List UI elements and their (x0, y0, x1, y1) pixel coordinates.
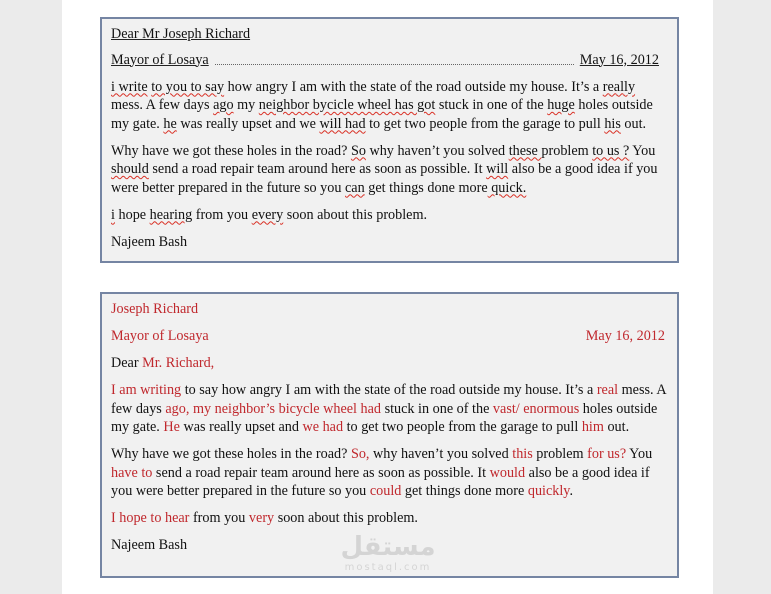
original-date: May 16, 2012 (579, 51, 659, 68)
original-paragraph-3: i hope hearing from you every soon about this problem. (111, 206, 428, 223)
corrected-name: Joseph Richard (111, 301, 199, 317)
corrected-title: Mayor of Losaya (111, 328, 209, 344)
original-signature: Najeem Bash (111, 233, 188, 250)
original-paragraph-2: Why have we got these holes in the road? So why haven’t you solved these problem to us ? You should send a road repair team around here as soon as possible. It will also be a good idea if you were better prepared in the future so you can get things done more quick. (111, 142, 658, 196)
corrected-letter-box (100, 292, 679, 578)
corrected-paragraph-3: I hope to hear from you very soon about this problem. (111, 510, 418, 526)
corrected-signature: Najeem Bash (111, 537, 188, 553)
original-paragraph-1: i write to you to say how angry I am with the state of the road outside my house. It’s a really mess. A few days ago my neighbor bycicle wheel has got stuck in one of the huge holes outside my gate. he was really upset and we will had to get two people from the garage to pull his out. (111, 78, 653, 132)
leader-line (215, 51, 574, 66)
corrected-salutation: Dear Mr. Richard, (111, 355, 215, 371)
original-letter-box (100, 17, 679, 263)
corrected-title-date-row (111, 327, 668, 346)
corrected-date: May 16, 2012 (585, 328, 665, 344)
corrected-paragraph-2: Why have we got these holes in the road? So, why haven’t you solved this problem for us? You have to send a road repair team around here as soon as possible. It would also be a good idea if you were better prepared in the future so you could get things done more quickly. (111, 446, 653, 499)
original-salutation: Dear Mr Joseph Richard (111, 26, 251, 42)
original-title: Mayor of Losaya (111, 51, 209, 68)
original-title-date-row (111, 51, 668, 70)
corrected-paragraph-1: I am writing to say how angry I am with the state of the road outside my house. It’s a real mess. A few days ago, my neighbor’s bicycle wheel had stuck in one of the vast/ enormous holes outside my gate. He was really upset and we had to get two people from the garage to pull him out. (111, 382, 666, 435)
